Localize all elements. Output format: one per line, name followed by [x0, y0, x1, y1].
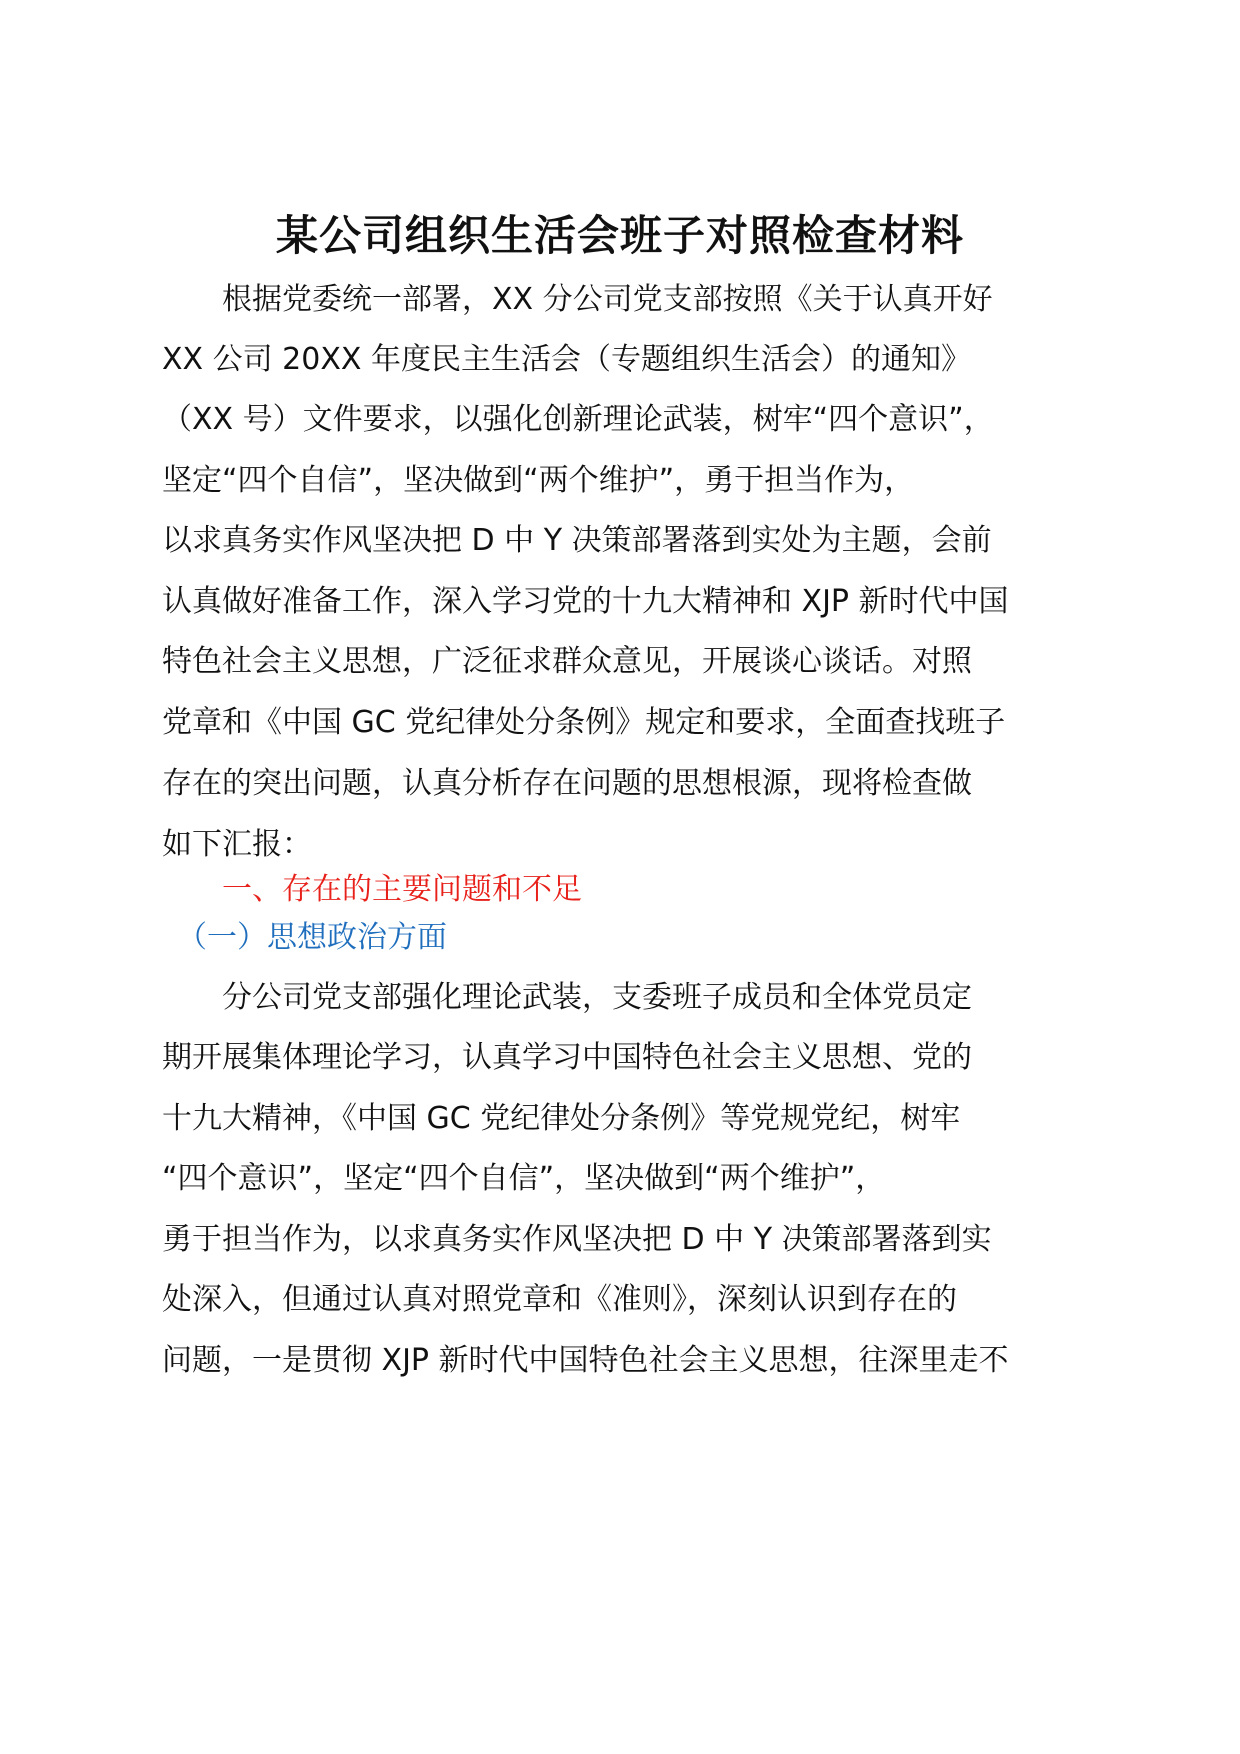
subsection-heading: （一）思想政治方面	[162, 920, 447, 955]
body-line: 问题，一是贯彻 XJP 新时代中国特色社会主义思想，往深里走不	[162, 1343, 1009, 1378]
body-line: “四个意识”，坚定“四个自信”，坚决做到“两个维护”，	[162, 1161, 886, 1196]
intro-line: 特色社会主义思想，广泛征求群众意见，开展谈心谈话。对照	[162, 644, 972, 679]
intro-line: 认真做好准备工作，深入学习党的十九大精神和 XJP 新时代中国	[162, 584, 1009, 619]
intro-line: 以求真务实作风坚决把 D 中 Y 决策部署落到实处为主题，会前	[162, 523, 992, 558]
body-line: 期开展集体理论学习，认真学习中国特色社会主义思想、党的	[162, 1040, 972, 1075]
intro-line: 根据党委统一部署，XX 分公司党支部按照《关于认真开好	[162, 282, 993, 317]
intro-line: 如下汇报：	[162, 827, 312, 862]
intro-line: 党章和《中国 GC 党纪律处分条例》规定和要求，全面查找班子	[162, 705, 1006, 740]
intro-line: XX 公司 20XX 年度民主生活会（专题组织生活会）的通知》	[162, 342, 971, 377]
body-line: 分公司党支部强化理论武装，支委班子成员和全体党员定	[162, 980, 972, 1015]
body-line: 勇于担当作为，以求真务实作风坚决把 D 中 Y 决策部署落到实	[162, 1222, 992, 1257]
body-line: 十九大精神，《中国 GC 党纪律处分条例》等党规党纪，树牢	[162, 1101, 961, 1136]
document-title: 某公司组织生活会班子对照检查材料	[275, 211, 964, 260]
intro-line: 坚定“四个自信”，坚决做到“两个维护”，勇于担当作为，	[162, 463, 915, 498]
intro-line: 存在的突出问题，认真分析存在问题的思想根源，现将检查做	[162, 766, 972, 801]
intro-line: （XX 号）文件要求，以强化创新理论武装，树牢“四个意识”，	[162, 402, 994, 437]
body-line: 处深入，但通过认真对照党章和《准则》，深刻认识到存在的	[162, 1282, 957, 1317]
section-heading: 一、存在的主要问题和不足	[162, 872, 582, 907]
